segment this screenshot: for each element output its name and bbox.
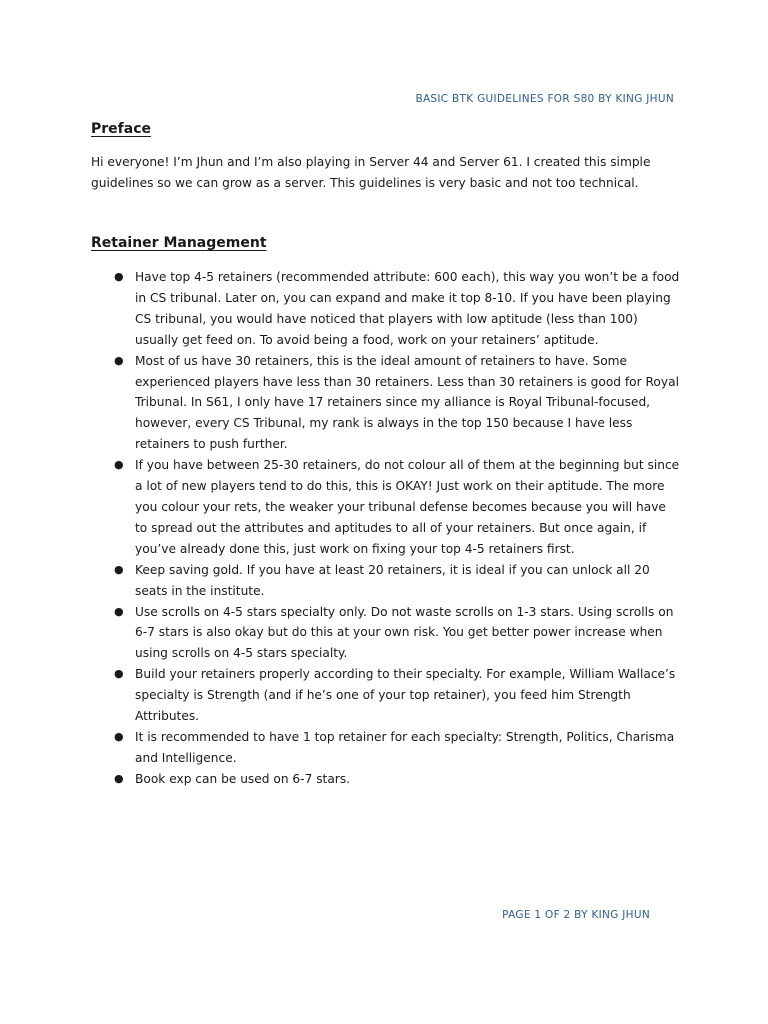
list-item-text: Build your retainers properly according to their specialty. For example, William Wallace’s specialty is Strength (and if he’s one of your top retainer), you feed him Strength Attributes. [135, 667, 676, 724]
bullet-icon: ● [114, 729, 124, 743]
bullet-icon: ● [114, 562, 124, 576]
list-item [114, 267, 680, 351]
preface-paragraph: Hi everyone! I’m Jhun and I’m also playing in Server 44 and Server 61. I created this simple guidelines so we can grow as a server. This guidelines is very basic and not too technical. [91, 155, 651, 190]
preface-heading: Preface [91, 121, 151, 137]
bullet-icon: ● [114, 667, 124, 681]
list-item [114, 769, 680, 790]
list-item [114, 560, 680, 602]
bullet-icon: ● [114, 353, 124, 367]
list-item [114, 455, 680, 560]
page-footer: PAGE 1 OF 2 BY KING JHUN [502, 909, 650, 921]
list-item-text: It is recommended to have 1 top retainer for each specialty: Strength, Politics, Charisma and Intelligence. [135, 729, 675, 765]
list-item-text: Keep saving gold. If you have at least 20 retainers, it is ideal if you can unlock all 20 seats in the institute. [135, 562, 650, 598]
list-item [114, 664, 680, 727]
page-header: BASIC BTK GUIDELINES FOR S80 BY KING JHUN [415, 93, 674, 105]
bullet-icon: ● [114, 270, 124, 283]
list-item-text: Most of us have 30 retainers, this is the ideal amount of retainers to have. Some experienced players have less than 30 retainers. Less than 30 retainers is good for Royal Tribunal. In S61, I only have 17 retainers since my alliance is Royal Tribunal-focused, however, every CS Tribunal, my rank is always in the top 150 because I have less retainers to push further. [135, 353, 679, 452]
list-item-text: Have top 4-5 retainers (recommended attribute: 600 each), this way you won’t be a food in CS tribunal. Later on, you can expand and make it top 8-10. If you have been playing CS tribunal, you would have noticed that players with low aptitude (less than 100) usually get feed on. To avoid being a food, work on your retainers’ aptitude. [135, 270, 680, 347]
bullet-icon: ● [114, 771, 124, 785]
list-item-text: If you have between 25-30 retainers, do not colour all of them at the beginning but since a lot of new players tend to do this, this is OKAY! Just work on their aptitude. The more you colour your rets, the weaker your tribunal defense becomes because you will have to spread out the attributes and aptitudes to all of your retainers. But once again, if you’ve already done this, just work on fixing your top 4-5 retainers first. [135, 458, 680, 556]
list-item-text: Book exp can be used on 6-7 stars. [135, 771, 351, 786]
list-item [114, 602, 680, 665]
retainer-management-heading: Retainer Management [91, 235, 267, 251]
list-item-text: Use scrolls on 4-5 stars specialty only. Do not waste scrolls on 1-3 stars. Using scrolls on 6-7 stars is also okay but do this at your own risk. You get better power increase when using scrolls on 4-5 stars specialty. [135, 604, 674, 661]
bullet-icon: ● [114, 604, 124, 618]
bullet-icon: ● [114, 458, 124, 472]
list-item [114, 727, 680, 769]
list-item [114, 351, 680, 456]
retainer-guidelines-list [0, 267, 768, 790]
